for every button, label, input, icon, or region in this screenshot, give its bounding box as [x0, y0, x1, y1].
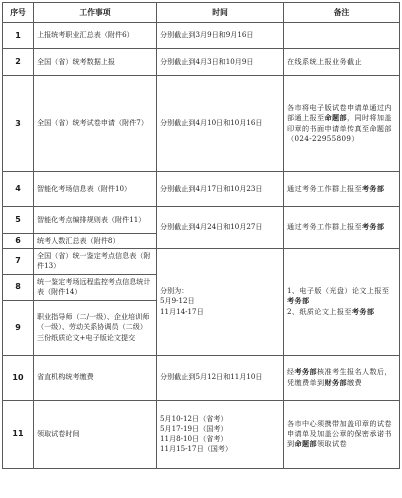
dept-name: 命题部	[324, 113, 347, 123]
remark-cell: 通过考务工作群上报至考务部	[284, 207, 400, 249]
row-number: 9	[3, 300, 34, 355]
row-number: 1	[3, 23, 34, 49]
row-number: 5	[3, 207, 34, 234]
row-number: 7	[3, 248, 34, 274]
dept-name: 命题部	[294, 439, 317, 449]
time-cell: 分别截止到3月9日和9月16日	[157, 23, 284, 49]
row-number: 2	[3, 49, 34, 76]
task-cell: 领取试卷时间	[34, 400, 157, 468]
time-cell: 分别为： 5月9-12日 11月14-17日	[157, 248, 284, 355]
task-cell: 统一鉴定考场远程监控考点信息统计表（附件14）	[34, 274, 157, 300]
remark-cell: 各市将电子版试卷申请单通过内部通上报至命题部，同时将加盖印章的书面申请单传真至命题部（024-22955809）	[284, 76, 400, 172]
row-number: 4	[3, 172, 34, 207]
time-cell: 5月10-12日（省考） 5月17-19日（国考） 11月8-10日（省考） 11月15-17日（国考）	[157, 400, 284, 468]
table-row	[3, 172, 400, 207]
task-cell: 全国（省）统一鉴定考点信息表（附件13）	[34, 248, 157, 274]
time-cell: 分别截止到5月12日和11月10日	[157, 355, 284, 400]
dept-name: 财务部	[324, 377, 347, 387]
header-time: 时间	[157, 3, 284, 23]
task-cell: 统考人数汇总表（附件8）	[34, 234, 157, 249]
task-cell: 智能化考点编排规则表（附件11）	[34, 207, 157, 234]
header-task: 工作事项	[34, 3, 157, 23]
task-cell: 职业指导师（二/一级）、企业培训师（一级）、劳动关系协调员（二级）三份纸质论文+电子版论文提交	[34, 300, 157, 355]
remark-cell	[284, 23, 400, 49]
table-row	[3, 400, 400, 468]
time-cell: 分别截止到4月10日和10月16日	[157, 76, 284, 172]
table-row	[3, 23, 400, 49]
dept-name: 考务部	[361, 222, 385, 232]
dept-name: 考务部	[361, 183, 385, 193]
row-number: 10	[3, 355, 34, 400]
remark-cell: 1、电子版（光盘）论文上报至考务部 2、纸质论文上报至考务部	[284, 248, 400, 355]
remark-cell: 在线系统上报业务截止	[284, 49, 400, 76]
task-cell: 上报统考职业汇总表（附件6）	[34, 23, 157, 49]
header-number: 序号	[3, 3, 34, 23]
row-number: 11	[3, 400, 34, 468]
row-number: 3	[3, 76, 34, 172]
task-cell: 智能化考场信息表（附件10）	[34, 172, 157, 207]
schedule-table	[2, 2, 400, 469]
table-row	[3, 248, 400, 274]
row-number: 8	[3, 274, 34, 300]
table-header-row	[3, 3, 400, 23]
table-row	[3, 76, 400, 172]
header-remarks: 备注	[284, 3, 400, 23]
remark-cell: 各市中心须携带加盖印章的试卷申请单及加盖公章的保密承诺书到命题部领取试卷	[284, 400, 400, 468]
remark-cell: 通过考务工作群上报至考务部	[284, 172, 400, 207]
remark-cell: 经考务部核准考生报名人数后，凭缴费单到财务部缴费	[284, 355, 400, 400]
task-cell: 全国（省）统考试卷申请（附件7）	[34, 76, 157, 172]
task-cell: 全国（省）统考数据上报	[34, 49, 157, 76]
time-cell: 分别截止到4月3日和10月9日	[157, 49, 284, 76]
dept-name: 考务部	[294, 367, 317, 377]
time-cell: 分别截止到4月24日和10月27日	[157, 207, 284, 249]
time-cell: 分别截止到4月17日和10月23日	[157, 172, 284, 207]
table-row	[3, 49, 400, 76]
row-number: 6	[3, 234, 34, 249]
task-cell: 省直机构统考缴费	[34, 355, 157, 400]
dept-name: 考务部	[287, 296, 310, 306]
table-row	[3, 355, 400, 400]
dept-name: 考务部	[351, 306, 375, 316]
table-row	[3, 207, 400, 234]
